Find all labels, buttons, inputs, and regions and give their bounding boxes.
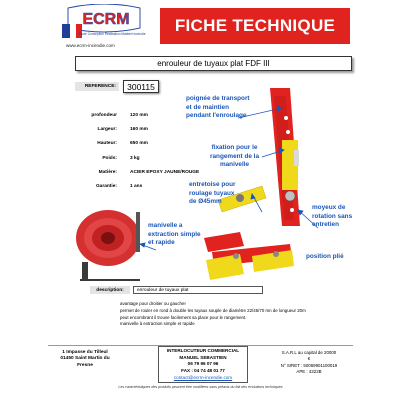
callout-crank: manivelle a extraction simple et rapide xyxy=(148,222,201,247)
spec-label: profondeur xyxy=(91,113,117,118)
spec-value: 3 kg xyxy=(130,156,140,161)
product-title: enrouleur de tuyaux plat FDF III xyxy=(75,56,352,71)
description-label: description: xyxy=(90,286,130,294)
spec-value: ACIER EPOXY JAUNE/ROUGE xyxy=(130,170,200,175)
spec-value: 650 mm xyxy=(130,141,148,146)
contact-links[interactable]: contact@ecrm-incendie.com xyxy=(173,374,233,380)
company-address: 1 Impasse du Tilleul 01450 Saint Martin du Fresne xyxy=(60,350,110,368)
reference-value: 300115 xyxy=(123,80,159,93)
callout-folded: position plié xyxy=(306,253,344,260)
logo-text: ECRM xyxy=(82,11,130,28)
spec-label: Poids: xyxy=(102,156,117,161)
logo-tagline: Etude Conception Réalisation Matériel incendie xyxy=(78,32,146,36)
sales-contact: INTERLOCUTEUR COMMERCIAL MANUEL SEBASTIEN 06 79 96 07 96 FAX : 04 74 48 01 77 contact@ecrm-incendie.com xyxy=(158,346,248,383)
spec-value: 1 ans xyxy=(130,184,143,189)
spec-label: Largeur: xyxy=(97,127,117,132)
upright-reel-image xyxy=(270,88,300,226)
spec-label: Hauteur: xyxy=(97,141,117,146)
page-title: FICHE TECHNIQUE xyxy=(160,8,350,44)
callout-crank-storage: fixation pour le rangement de la manivelle xyxy=(210,144,260,169)
description-value: enrouleur de tuyaux plat xyxy=(133,286,263,294)
reel-with-hose-image xyxy=(76,210,140,280)
reference-label: REFERENCE: xyxy=(75,82,119,91)
spec-value: 120 mm xyxy=(130,113,148,118)
spec-value: 160 mm xyxy=(130,127,148,132)
callout-handle: poignée de transport et de maintien pendant l'enroulage xyxy=(186,95,250,120)
callout-spacer: entretoise pour roulage tuyaux de Ø45mm xyxy=(189,181,236,206)
spec-label: Garantie: xyxy=(95,184,117,189)
description-text xyxy=(120,301,355,328)
description-line: manivelle à extraction simple et rapide xyxy=(120,321,195,327)
callout-hub: moyeux de rotation sans entretien xyxy=(312,204,353,229)
folded-reel-image xyxy=(204,232,294,280)
disclaimer: Les caractéristiques des produits peuvent être modifiées sans préavis du fait des évolutions techniques xyxy=(118,385,283,389)
description-line: peut encombrant il trouve facilement sa place pour le rangement. xyxy=(120,314,247,320)
spec-label: Matière: xyxy=(98,170,117,175)
description-line: permet de rouler en rond à double les tuyaux souple de diamètre 22/45/70 mn de longueur 20m xyxy=(120,307,306,313)
company-legal: S.A.R.L au capital de 20000 € N° SIRET : 50069901100019 APE : 4322B xyxy=(280,350,338,375)
logo-website: www.ecrm-incendie.com xyxy=(66,43,115,48)
description-line: avantage pour droitier ou gaucher xyxy=(120,301,186,306)
